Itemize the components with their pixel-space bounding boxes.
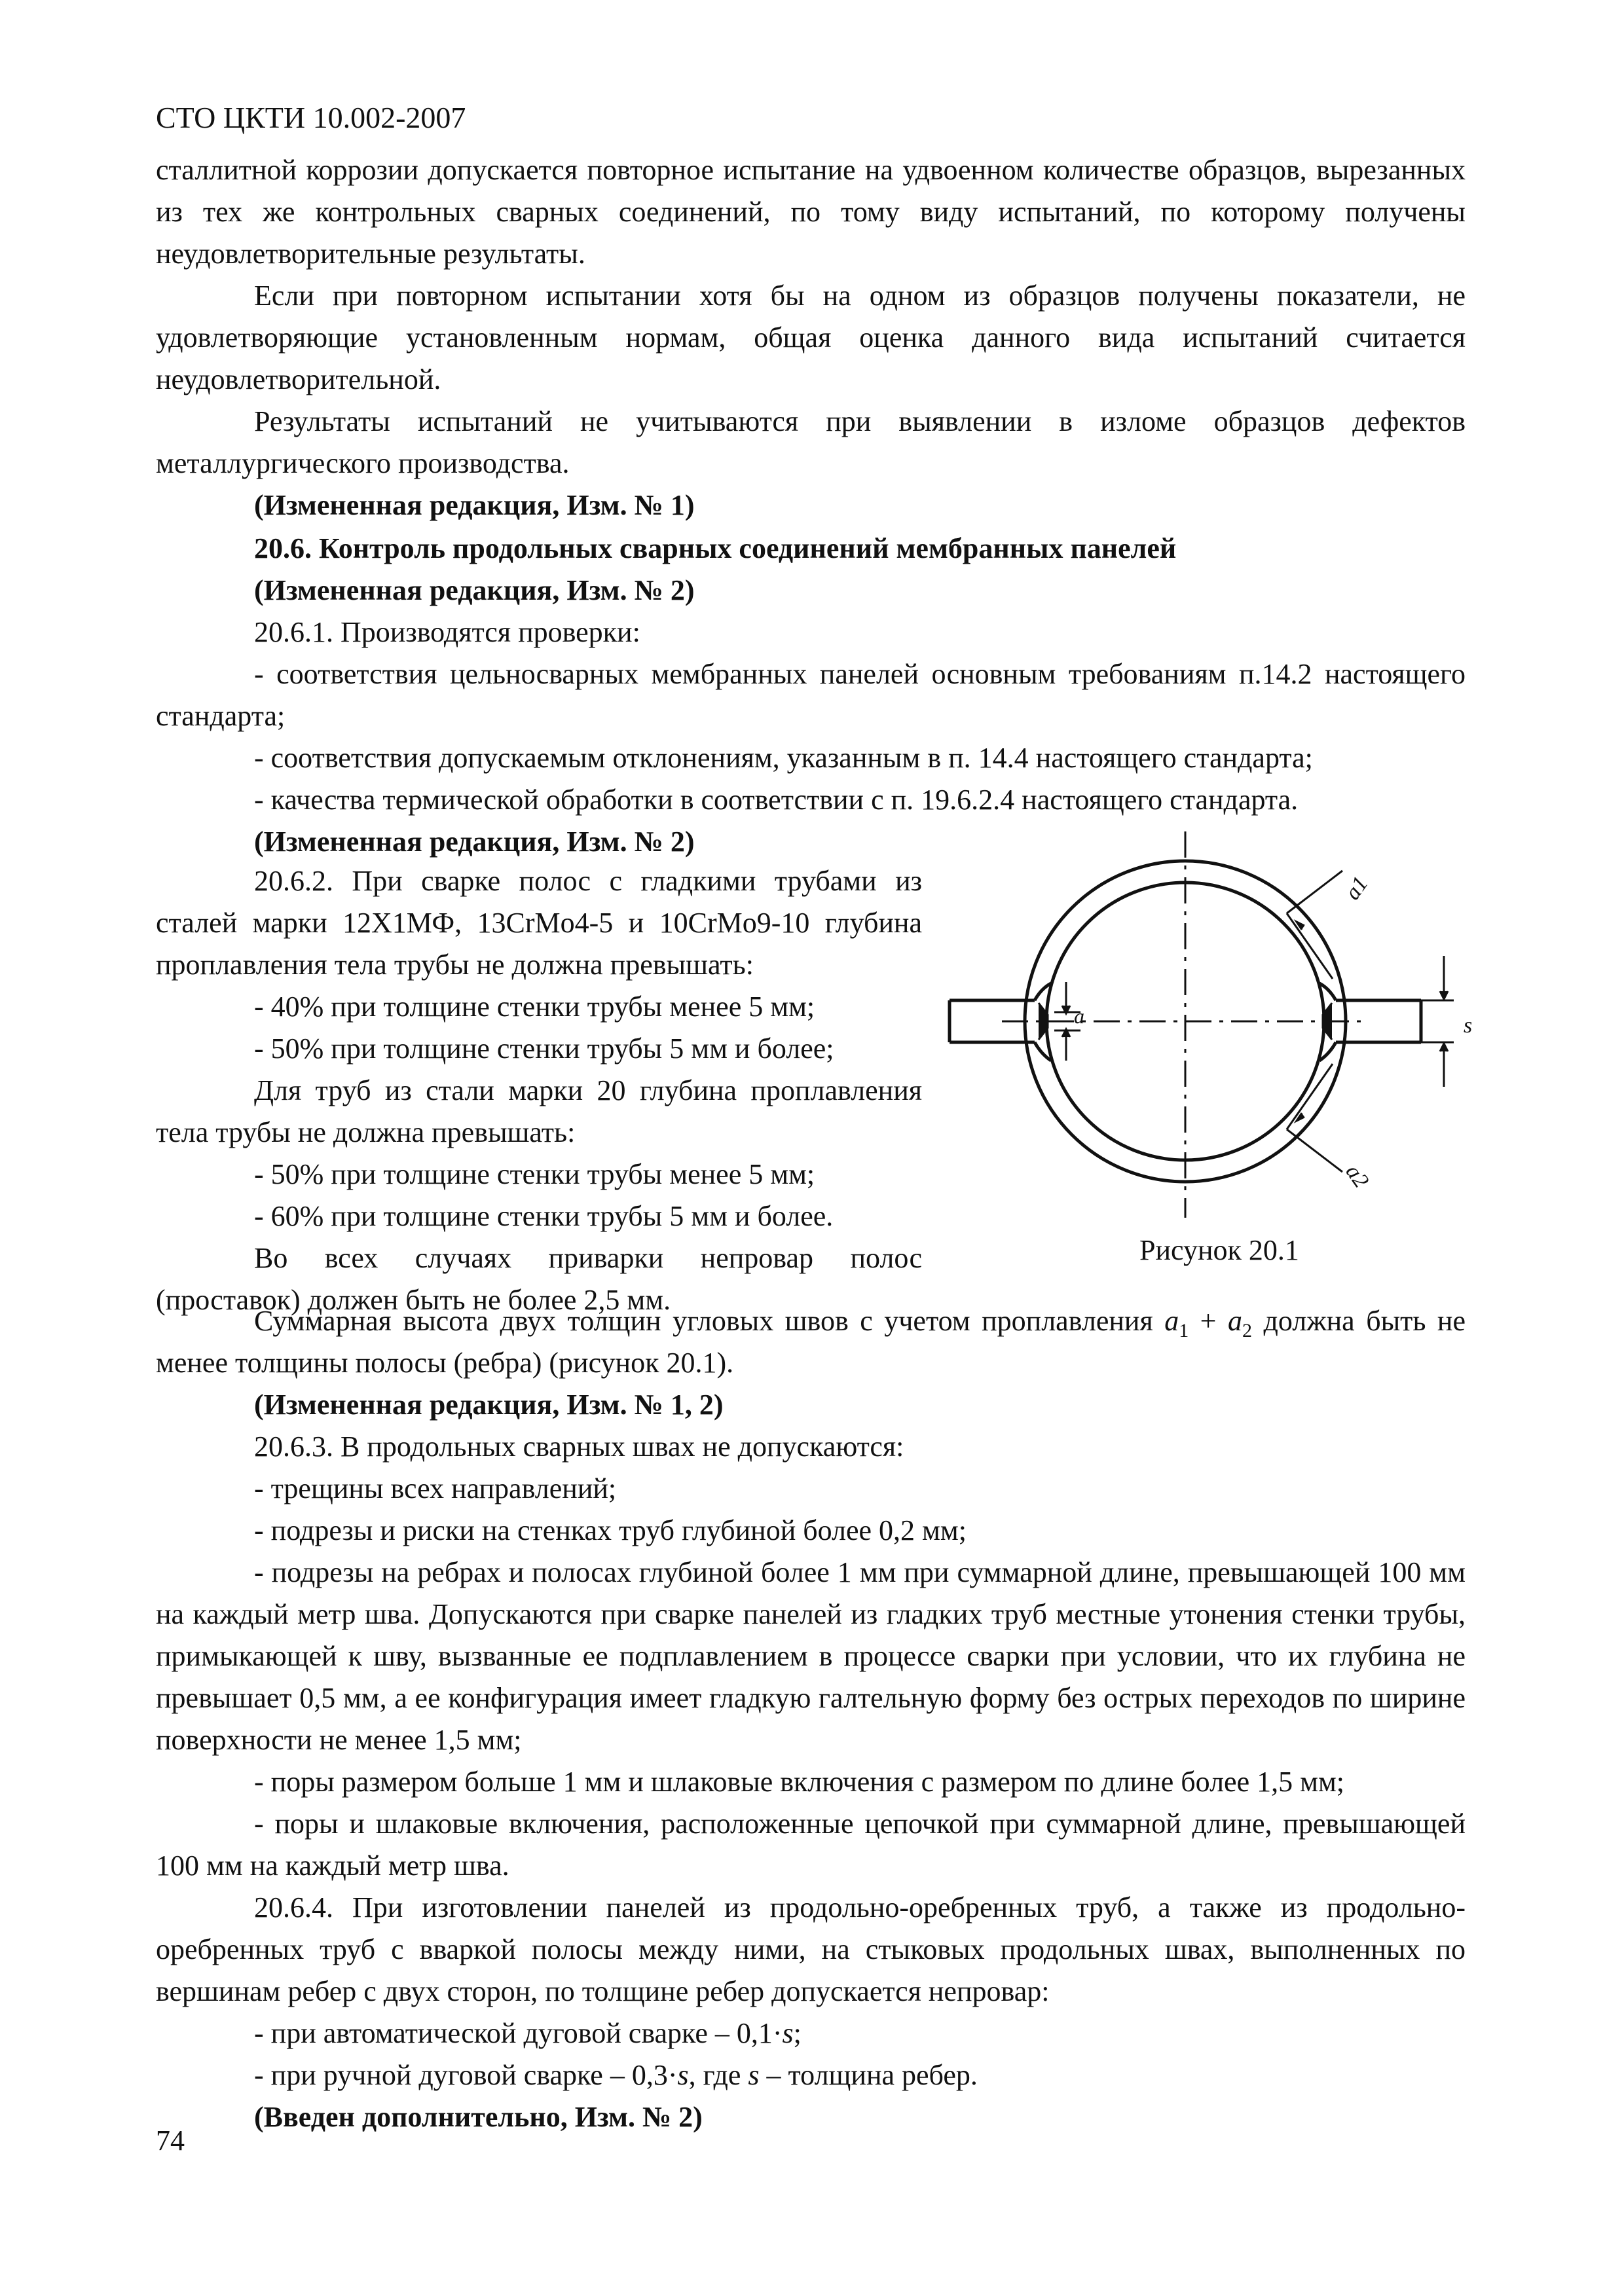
list-item: - 60% при толщине стенки трубы 5 мм и более. (254, 1200, 834, 1232)
document-header: СТО ЦКТИ 10.002-2007 (156, 101, 466, 134)
clause-20-6-3: 20.6.3. В продольных сварных швах не допускаются: (254, 1430, 904, 1463)
list-item: - 50% при толщине стенки трубы менее 5 мм; (254, 1158, 815, 1190)
figure-label-s: s (1464, 1013, 1473, 1038)
list-item: - подрезы на ребрах и полосах глубиной более 1 мм при суммарной длине, превышающей 100 мм на каждый метр шва. Допускаются при сварке панелей из гладких труб местные утонения стенки трубы, примыкающей к шву, вызванные ее подплавлением в процессе сварки при условии, что их глубина не превышает 0,5 мм, а ее конфигурация имеет гладкую галтельную форму без острых переходов по ширине поверхности не менее 1,5 мм; (156, 1556, 1466, 1756)
clause-20-6-2-cont (156, 1300, 1466, 2138)
list-item: - поры и шлаковые включения, расположенные цепочкой при суммарной длине, превышающей 100 мм на каждый метр шва. (156, 1808, 1466, 1882)
figure-label-a2: a2 (1340, 1160, 1374, 1193)
list-item: - поры размером больше 1 мм и шлаковые включения с размером по длине более 1,5 мм; (254, 1766, 1345, 1798)
amendment-note: (Измененная редакция, Изм. № 1) (254, 489, 695, 521)
figure-20-1-diagram (910, 831, 1493, 1290)
amendment-note: (Измененная редакция, Изм. № 2) (254, 574, 695, 606)
list-item: - при автоматической дуговой сварке – 0,1·s; (254, 2017, 802, 2049)
amendment-note: (Измененная редакция, Изм. № 1, 2) (254, 1389, 724, 1421)
list-item: - трещины всех направлений; (254, 1472, 617, 1504)
clause-20-6-1: 20.6.1. Производятся проверки: (254, 616, 640, 648)
text-block-top (156, 149, 1466, 526)
paragraph: Для труб из стали марки 20 глубина проплавления тела трубы не должна превышать: (156, 1074, 922, 1148)
paragraph: 20.6.2. При сварке полос с гладкими трубами из сталей марки 12Х1МФ, 13CrMo4-5 и 10CrMo9-10 глубина проплавления тела трубы не должна превышать: (156, 865, 922, 981)
list-item: - при ручной дуговой сварке – 0,3·s, где s – толщина ребер. (254, 2059, 978, 2091)
figure-label-a1: a1 (1340, 872, 1373, 905)
clause-20-6-4: 20.6.4. При изготовлении панелей из продольно-оребренных труб, а также из продольно-оребренных труб с вваркой полосы между ними, на стыковых продольных швах, выполненных по вершинам ребер с двух сторон, по толщине ребер допускается непровар: (156, 1891, 1466, 2007)
page-number: 74 (156, 2124, 185, 2157)
paragraph: Результаты испытаний не учитываются при выявлении в изломе образцов дефектов металлургического производства. (156, 405, 1466, 479)
figure-caption: Рисунок 20.1 (1139, 1234, 1299, 1266)
list-item: - 50% при толщине стенки трубы 5 мм и более; (254, 1032, 834, 1065)
paragraph: Если при повторном испытании хотя бы на одном из образцов получены показатели, не удовлетворяющие установленным нормам, общая оценка данного вида испытаний считается неудовлетворительной. (156, 280, 1466, 395)
clause-20-6-2 (156, 860, 922, 1321)
section-20-6 (156, 528, 1466, 863)
paragraph: сталлитной коррозии допускается повторное испытание на удвоенном количестве образцов, вырезанных из тех же контрольных сварных соединений, по тому виду испытаний, по которому получены неудовлетворительные результаты. (156, 154, 1466, 270)
list-item: - соответствия цельносварных мембранных панелей основным требованиям п.14.2 настоящего стандарта; (156, 658, 1466, 732)
paragraph: Суммарная высота двух толщин угловых швов с учетом проплавления $a_1 + a_2$ должна быть не менее толщины полосы (ребра) (рисунок 20.1). (156, 1305, 1466, 1379)
section-title: 20.6. Контроль продольных сварных соединений мембранных панелей (254, 532, 1177, 564)
list-item: - 40% при толщине стенки трубы менее 5 мм; (254, 991, 815, 1023)
left-fin (950, 983, 1051, 1061)
list-item: - соответствия допускаемым отклонениям, указанным в п. 14.4 настоящего стандарта; (254, 742, 1313, 774)
list-item: - качества термической обработки в соответствии с п. 19.6.2.4 настоящего стандарта. (254, 784, 1299, 816)
figure-label-a: a (1074, 1004, 1084, 1028)
list-item: - подрезы и риски на стенках труб глубиной более 0,2 мм; (254, 1514, 967, 1546)
amendment-note: (Измененная редакция, Изм. № 2) (254, 826, 695, 858)
paragraph: Во всех случаях приварки непровар полос (проставок) должен быть не более 2,5 мм. (156, 1242, 922, 1316)
amendment-note: (Введен дополнительно, Изм. № 2) (254, 2101, 703, 2133)
